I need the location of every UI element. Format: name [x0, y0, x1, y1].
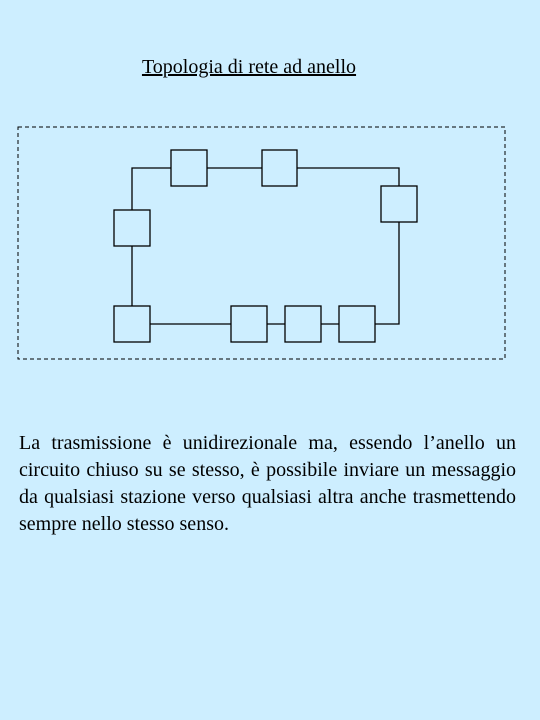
station-node	[285, 306, 321, 342]
page-title: Topologia di rete ad anello	[141, 56, 357, 78]
stations	[114, 150, 417, 342]
station-node	[231, 306, 267, 342]
station-node	[114, 306, 150, 342]
station-node	[171, 150, 207, 186]
ring-links	[132, 168, 399, 324]
station-node	[114, 210, 150, 246]
link	[297, 168, 399, 186]
description-paragraph: La trasmissione è unidirezionale ma, essendo l’anello un circuito chiuso su se stesso, è possibile inviare un messaggio da qualsiasi stazione verso qualsiasi altra anche trasmettendo sempre nello stesso senso.	[19, 432, 516, 535]
link	[375, 222, 399, 324]
station-node	[381, 186, 417, 222]
station-node	[339, 306, 375, 342]
link	[132, 168, 171, 210]
station-node	[262, 150, 297, 186]
